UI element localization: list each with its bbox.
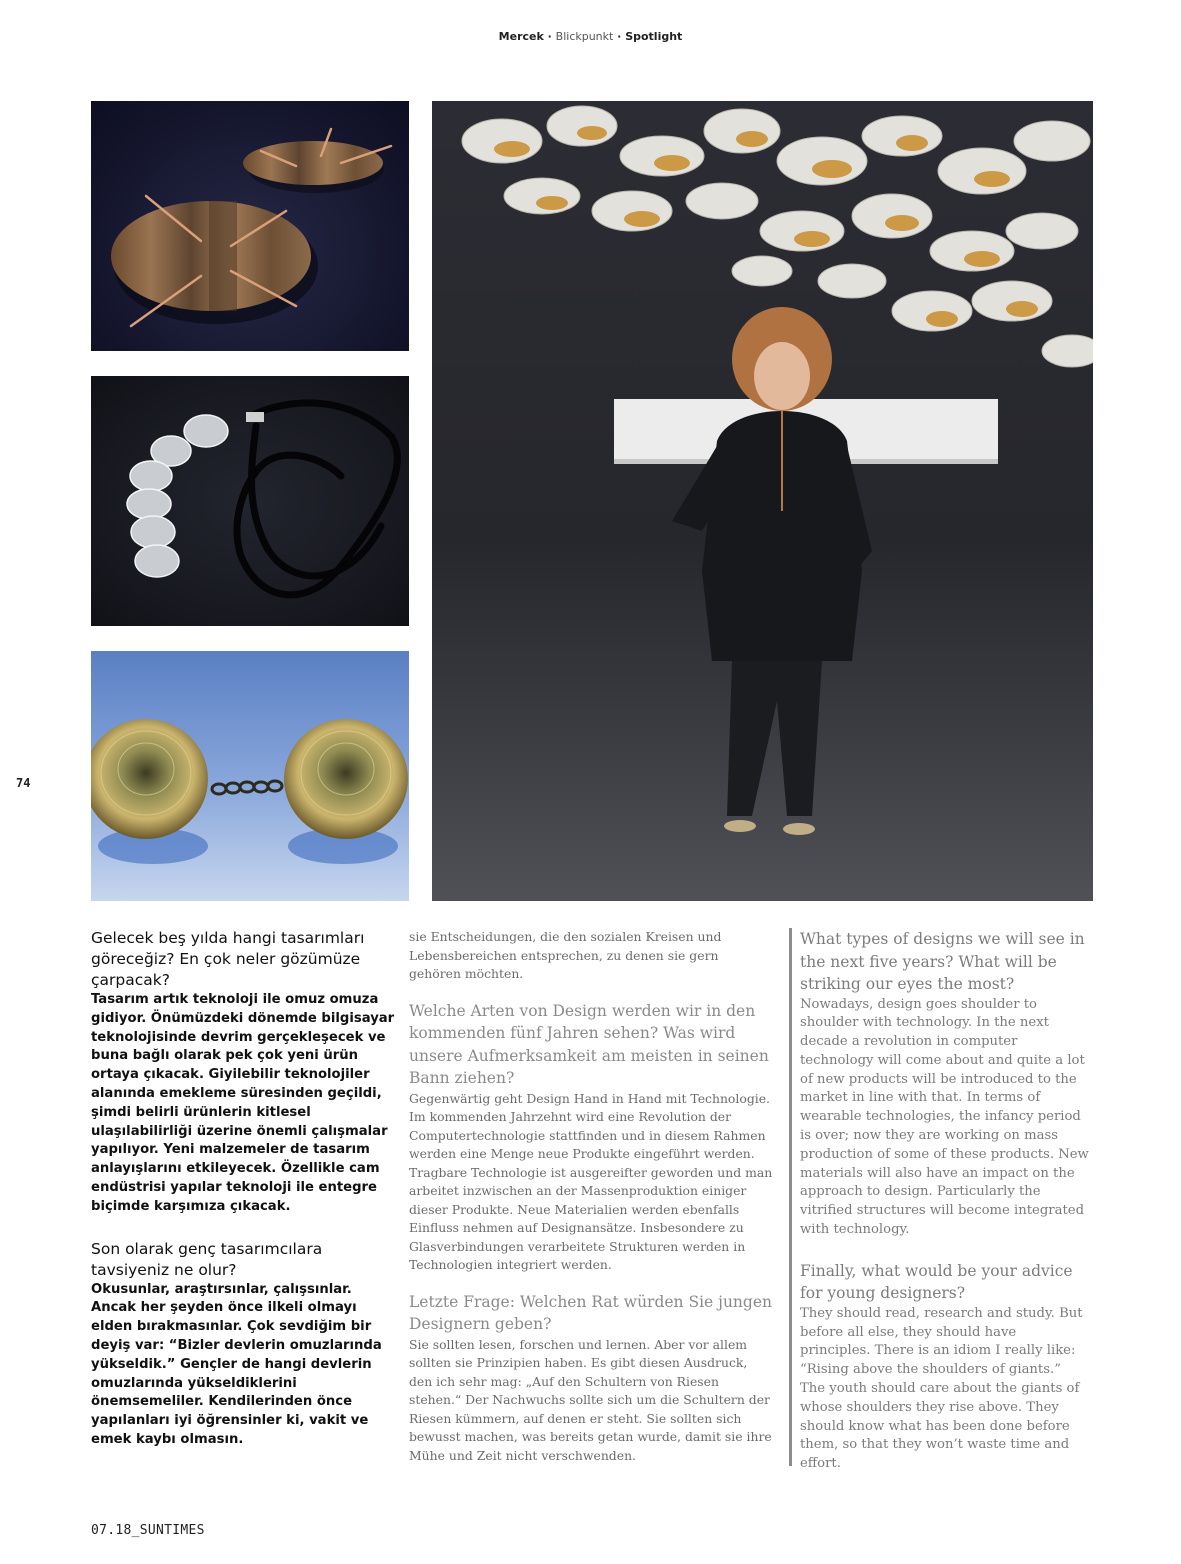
question-english-2: Finally, what would be your advice for young designers?: [800, 1261, 1073, 1303]
question-turkish-1: Gelecek beş yılda hangi tasarımları göreceğiz? En çok neler gözümüze çarpacak?: [91, 929, 365, 989]
photo-silver-necklace: [91, 376, 409, 626]
answer-turkish-2: Okusunlar, araştırsınlar, çalışsınlar. Ancak her şeyden önce ilkeli olmayı elden bırakmasınlar. Çok sevdiğim bir deyiş var: “Bizler devlerin omuzlarında yükseldik.” Gençler de hangi devlerin omuzlarında yükseldiklerini önemsemeliler. Kendilerinden önce yapılanları iyi öğrensinler ki, vakit ve emek kaybı olmasın.: [91, 1281, 382, 1447]
header-german: Blickpunkt: [555, 30, 614, 43]
column-turkish: [91, 928, 396, 1450]
column-english: [789, 928, 1089, 1472]
answer-german-2: Sie sollten lesen, forschen und lernen. Aber vor allem sollten sie Prinzipien haben. Es gibt diesen Ausdruck, den ich sehr mag: „Auf den Schultern von Riesen stehen.“ Der Nachwuchs sollte sich um die Schultern der Riesen kümmern, auf denen er steht. Sie sollten sich bewusst machen, was bereits getan wurde, damit sie ihre Mühe und Zeit nicht verschwenden.: [409, 1336, 772, 1463]
question-german-2: Letzte Frage: Welchen Rat würden Sie jungen Designern geben?: [409, 1292, 772, 1333]
answer-turkish-1: Tasarım artık teknoloji ile omuz omuza gidiyor. Önümüzdeki dönemde bilgisayar teknolojisinde devrim gerçekleşecek ve buna bağlı olarak pek çok yeni ürün ortaya çıkacak. Giyilebilir teknolojiler alanında emekleme süresinden geçildi, şimdi belirli ürünlerin kitlesel ulaşılabilirliği üzerine önemli çalışmalar yapılıyor. Yeni malzemeler de tasarım anlayışlarını etkileyecek. Özellikle cam endüstrisi yapılar teknoloji ile entegre biçimde karşımıza çıkacak.: [91, 992, 395, 1214]
section-header: Mercek · Blickpunkt · Spotlight: [498, 30, 683, 43]
photo-brass-bowls: [91, 651, 409, 901]
footer-issue: 07.18_SUNTIMES: [91, 1523, 205, 1538]
photo-designer-portrait: [432, 101, 1093, 901]
answer-german-1: Gegenwärtig geht Design Hand in Hand mit Technologie. Im kommenden Jahrzehnt wird eine Revolution der Computertechnologie stattfinden und in diesem Rahmen werden eine Menge neue Produkte eingeführt werden. Tragbare Technologie ist ausgereifter geworden und man arbeitet inzwischen an der Massenproduktion einiger dieser Produkte. Neue Materialien werden ebenfalls Einfluss nehmen auf Designansätze. Insbesondere zu Glasverbindungen verarbeitete Strukturen werden in Technologien integriert werden.: [409, 1090, 773, 1272]
intro-german: sie Entscheidungen, die den sozialen Kreisen und Lebensbereichen entsprechen, zu denen sie gern gehören möchten.: [409, 929, 722, 981]
question-german-1: Welche Arten von Design werden wir in den kommenden fünf Jahren sehen? Was wird unsere Aufmerksamkeit am meisten in seinen Bann ziehen?: [409, 1001, 769, 1087]
page-number: 74: [16, 776, 31, 790]
column-german: [409, 928, 774, 1465]
header-turkish: Mercek: [498, 30, 544, 43]
answer-english-2: They should read, research and study. But before all else, they should have principles. There is an idiom I really like: “Rising above the shoulders of giants.” The youth should care about the giants of whose shoulders they rise above. They should know what has been done before them, so that they won’t waste time and effort.: [800, 1305, 1083, 1472]
header-english: Spotlight: [625, 30, 683, 43]
question-turkish-2: Son olarak genç tasarımcılara tavsiyeniz ne olur?: [91, 1239, 323, 1279]
photo-wooden-discs: [91, 101, 409, 351]
question-english-1: What types of designs we will see in the next five years? What will be striking our eyes the most?: [800, 930, 1085, 993]
answer-english-1: Nowadays, design goes shoulder to shoulder with technology. In the next decade a revolution in computer technology will come about and quite a lot of new products will be introduced to the market in line with that. In terms of wearable technologies, the infancy period is over; now they are working on mass production of some of these products. New materials will also have an impact on the approach to design. Particularly the vitrified structures will become integrated with technology.: [800, 996, 1089, 1238]
